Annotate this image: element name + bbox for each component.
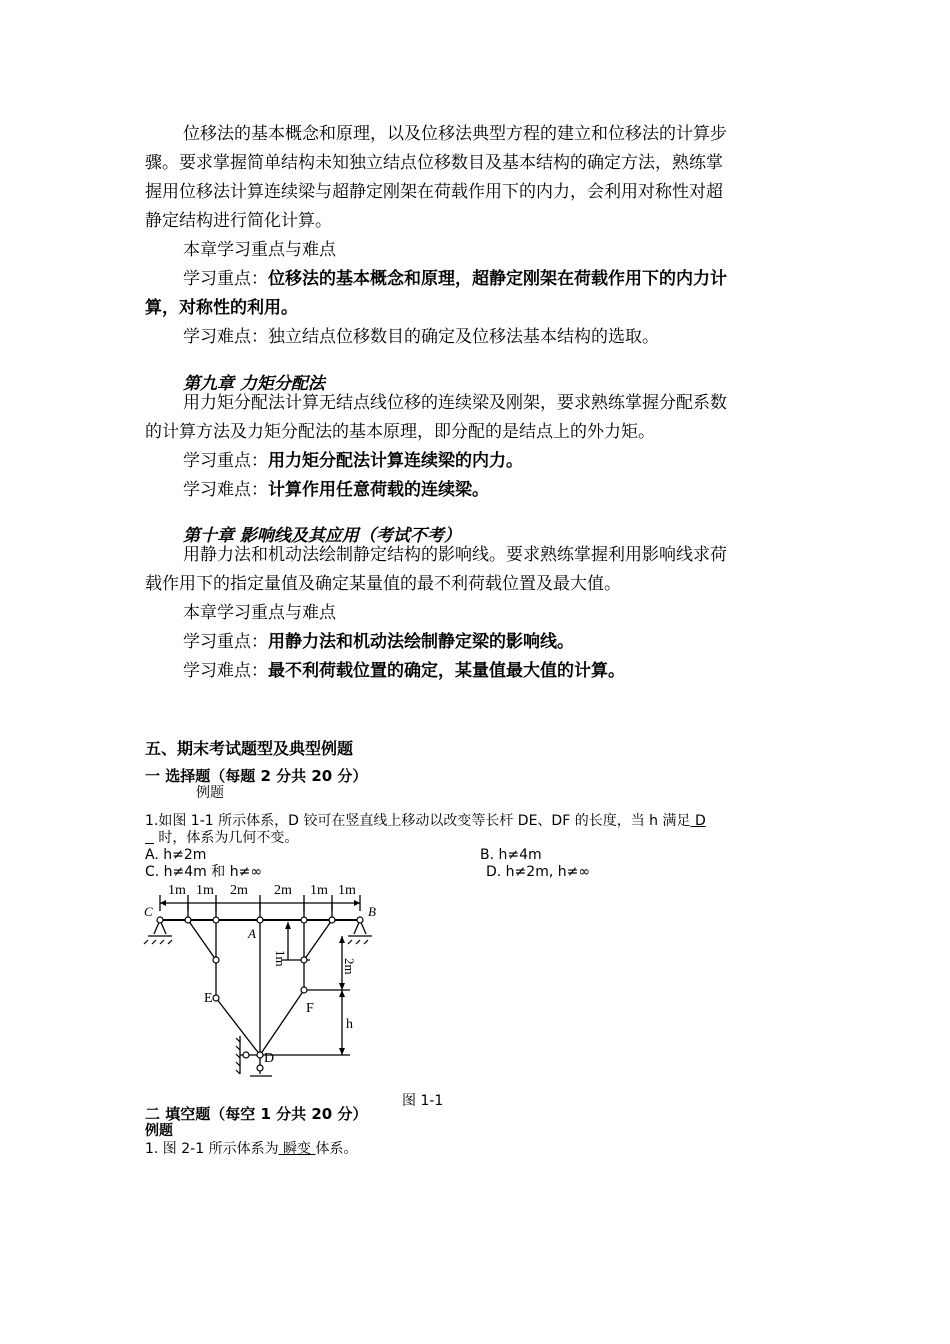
q2-answer: 瞬变 [278, 1141, 316, 1157]
ch10-focus-title: 本章学习重点与难点 [183, 603, 336, 623]
ch8-paragraph-line-4: 静定结构进行简化计算。 [145, 211, 332, 231]
label-A: A [248, 926, 256, 941]
ch8-diff-label: 学习难点： [183, 327, 268, 347]
q2-text-a: 1. 图 2-1 所示体系为 [145, 1141, 279, 1157]
label-C: C [144, 904, 153, 919]
ch9-difficulty [183, 476, 843, 505]
ch10-paragraph-line-2: 载作用下的指定量值及确定某量值的最不利荷载位置及最大值。 [145, 574, 621, 594]
label-D: D [264, 1051, 275, 1066]
ch10-key-point [183, 628, 843, 657]
ch10-diff-text: 最不利荷载位置的确定，某量值最大值的计算。 [268, 661, 625, 681]
label-F: F [306, 1001, 314, 1016]
ch9-diff-text: 计算作用任意荷载的连续梁。 [268, 480, 489, 500]
q1-blank-tail [145, 830, 154, 846]
ch8-key-text-1: 位移法的基本概念和原理，超静定刚架在荷载作用下的内力计 [268, 269, 727, 289]
figure-1-1-caption: 图 1-1 [402, 1093, 444, 1109]
ch8-paragraph-line-2: 骤。要求掌握简单结构未知独立结点位移数目及基本结构的确定方法，熟练掌 [145, 153, 723, 173]
label-v1m: 1m [273, 950, 288, 967]
q2-text-b: 体系。 [315, 1141, 358, 1157]
ch10-difficulty [183, 657, 843, 686]
ch8-key-label: 学习重点： [183, 269, 268, 289]
ch8-diff-text: 独立结点位移数目的确定及位移法基本结构的选取。 [268, 327, 659, 347]
ch10-title: 第十章 影响线及其应用（考试不考） [183, 526, 461, 546]
label-B: B [368, 904, 376, 919]
ch8-paragraph-line-3: 握用位移法计算连续梁与超静定刚架在荷载作用下的内力，会利用对称性对超 [145, 182, 723, 202]
ch10-diff-label: 学习难点： [183, 661, 268, 681]
ch10-paragraph-line-1: 用静力法和机动法绘制静定结构的影响线。要求熟练掌握利用影响线求荷 [183, 545, 727, 565]
dim-label-4: 2m [274, 883, 292, 898]
ch9-key-point [183, 447, 843, 476]
ch8-difficulty [183, 323, 843, 352]
q1-question-line-2 [145, 829, 805, 847]
figure-1-1 [140, 878, 390, 1088]
dim-label-3: 2m [230, 883, 248, 898]
q1-title: 一 选择题（每题 2 分共 20 分） [145, 767, 368, 785]
q1-option-c: C. h≠4m 和 h≠∞ [145, 864, 262, 880]
ch8-paragraph-line-1: 位移法的基本概念和原理，以及位移法典型方程的建立和位移法的计算步 [183, 124, 727, 144]
q1-option-b: B. h≠4m [480, 847, 542, 863]
q1-option-d: D. h≠2m, h≠∞ [486, 864, 590, 880]
ch8-key-text-2: 算，对称性的利用。 [145, 298, 298, 318]
q2-question [145, 1140, 805, 1158]
ch9-diff-label: 学习难点： [183, 480, 268, 500]
ch9-key-text: 用力矩分配法计算连续梁的内力。 [268, 451, 523, 471]
q1-question-line-1 [145, 812, 805, 830]
dim-label-5: 1m [310, 883, 328, 898]
exam-section-title: 五、期末考试题型及典型例题 [145, 739, 354, 758]
ch10-key-text: 用静力法和机动法绘制静定梁的影响线。 [268, 632, 574, 652]
label-E: E [204, 991, 213, 1006]
q1-answer: D [690, 813, 706, 829]
q1-text-b: 时，体系为几何不变。 [153, 830, 299, 846]
q2-title: 二 填空题（每空 1 分共 20 分） [145, 1105, 368, 1123]
q2-example-label: 例题 [145, 1123, 173, 1139]
ch10-key-label: 学习重点： [183, 632, 268, 652]
dim-label-6: 1m [338, 883, 356, 898]
ch9-paragraph-line-2: 的计算方法及力矩分配法的基本原理，即分配的是结点上的外力矩。 [145, 422, 655, 442]
dim-label-2: 1m [196, 883, 214, 898]
ch9-paragraph-line-1: 用力矩分配法计算无结点线位移的连续梁及刚架，要求熟练掌握分配系数 [183, 393, 727, 413]
ch8-focus-title: 本章学习重点与难点 [183, 240, 336, 260]
q1-text-a: 1.如图 1-1 所示体系，D 铰可在竖直线上移动以改变等长杆 DE、DF 的长度，当 h 满足 [145, 813, 691, 829]
ch8-key-point [183, 265, 843, 294]
dim-label-1: 1m [168, 883, 186, 898]
q1-example-label: 例题 [196, 785, 224, 801]
q1-option-a: A. h≠2m [145, 847, 207, 863]
ch9-title: 第九章 力矩分配法 [183, 374, 325, 394]
label-v2m: 2m [342, 958, 357, 975]
ch9-key-label: 学习重点： [183, 451, 268, 471]
label-h: h [346, 1017, 353, 1032]
